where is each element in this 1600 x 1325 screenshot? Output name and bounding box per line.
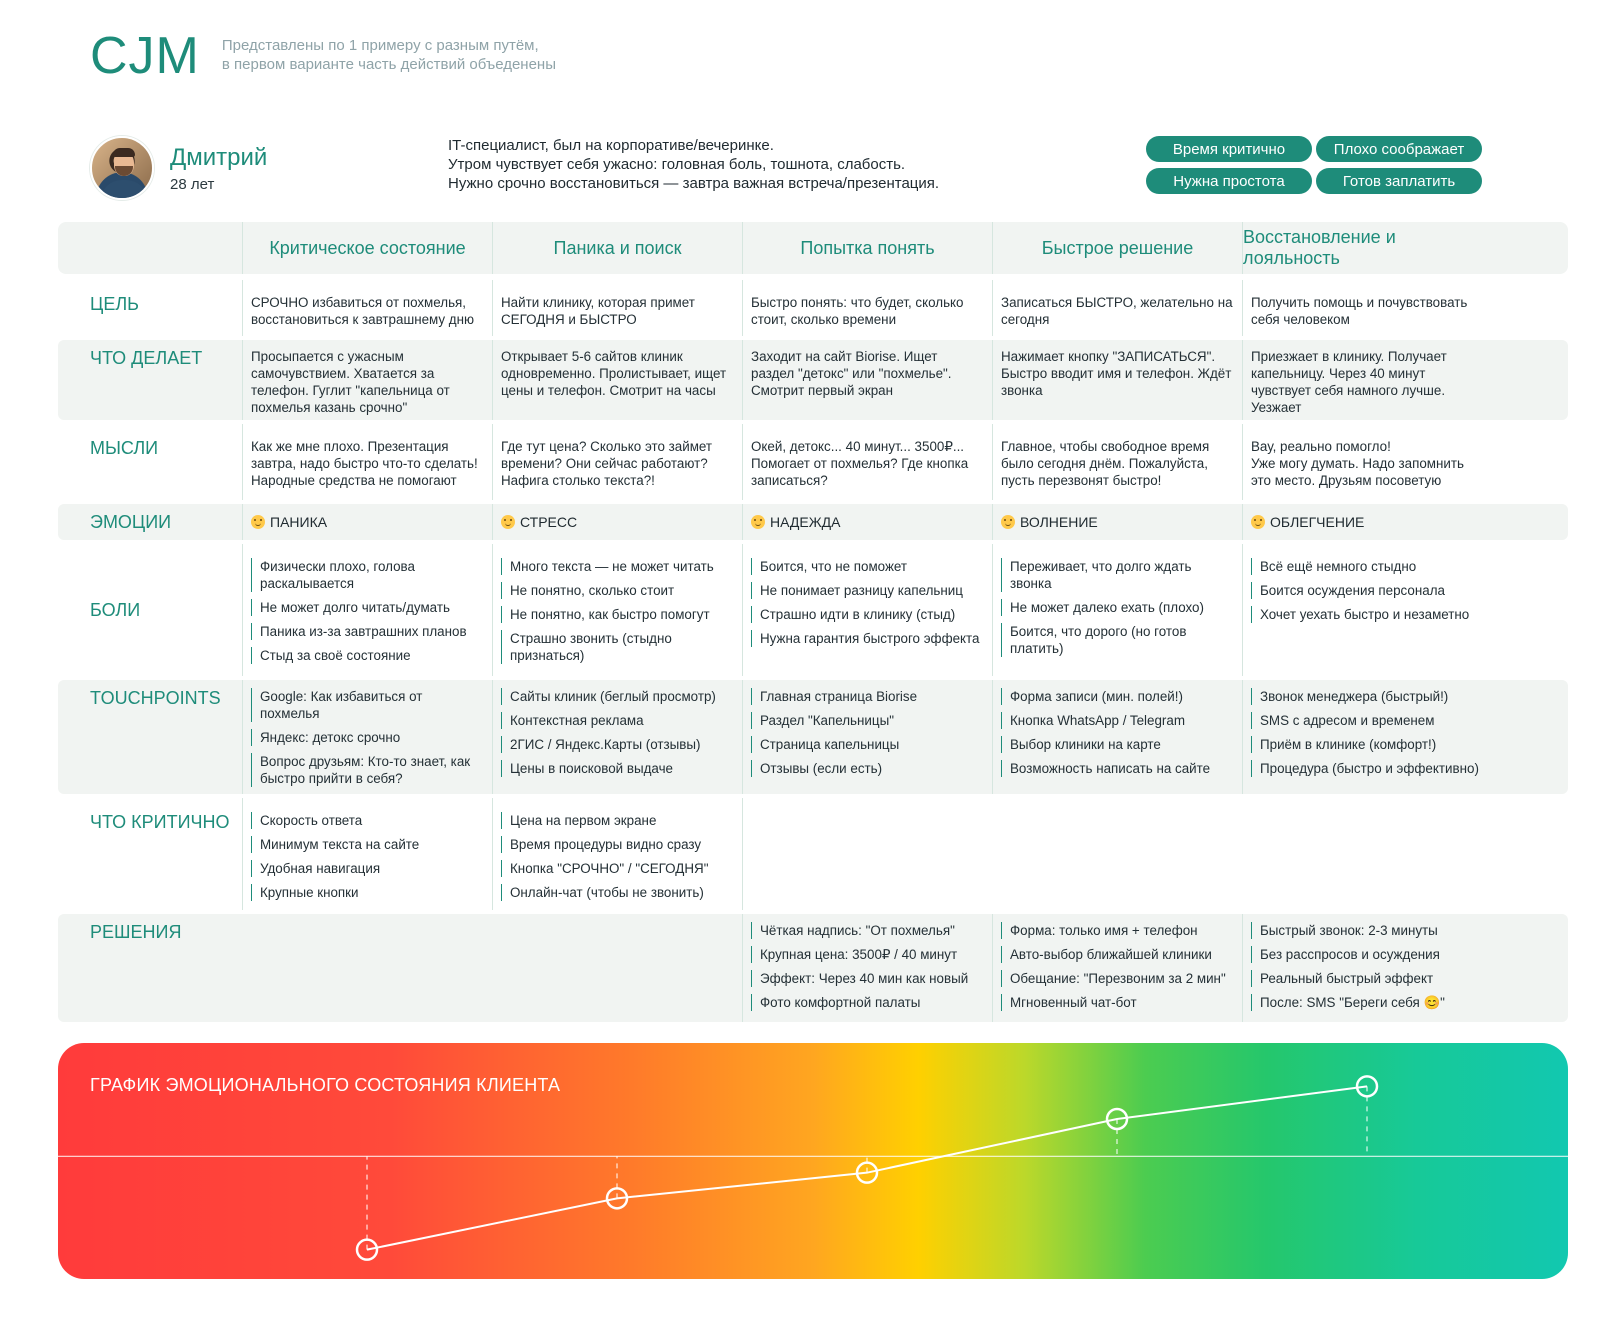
row-thoughts	[58, 424, 1568, 500]
touchpoint-item: Раздел "Капельницы"	[751, 712, 984, 729]
touchpoint-item: Форма записи (мин. полей!)	[1001, 688, 1234, 705]
thoughts-cell: Окей, детокс... 40 минут... 3500₽... Помогает от похмелья? Где кнопка записаться?	[742, 424, 992, 500]
solution-item: Без расспросов и осуждения	[1251, 946, 1484, 963]
solution-item: Реальный быстрый эффект	[1251, 970, 1484, 987]
tag-needs-simplicity: Нужна простота	[1146, 168, 1312, 194]
pain-item: Переживает, что долго ждать звонка	[1001, 558, 1234, 592]
critical-item: Кнопка "СРОЧНО" / "СЕГОДНЯ"	[501, 860, 734, 877]
stage-header: Восстановление и лояльность	[1242, 222, 1492, 274]
persona-description-line: Нужно срочно восстановиться — завтра важная встреча/презентация.	[448, 175, 940, 192]
solution-item: Фото комфортной палаты	[751, 994, 984, 1011]
solution-item: Быстрый звонок: 2-3 минуты	[1251, 922, 1484, 939]
subtitle-line: в первом варианте часть действий объеденены	[221, 56, 556, 73]
pain-item: Стыд за своё состояние	[251, 647, 484, 664]
row-label: ЭМОЦИИ	[90, 511, 172, 532]
pain-item: Хочет уехать быстро и незаметно	[1251, 606, 1484, 623]
pain-item: Не понимает разницу капельниц	[751, 582, 984, 599]
pain-item: Боится, что не поможет	[751, 558, 984, 575]
row-label: ЦЕЛЬ	[90, 294, 139, 314]
goal-cell: Быстро понять: что будет, сколько стоит, сколько времени	[742, 280, 992, 336]
row-critical	[58, 798, 1568, 910]
pain-item: Не понятно, сколько стоит	[501, 582, 734, 599]
stage-header: Попытка понять	[742, 222, 992, 274]
stages-header-corner	[58, 222, 242, 274]
stages-header	[58, 222, 1568, 274]
emotion-label: ОБЛЕГЧЕНИЕ	[1270, 513, 1365, 530]
does-cell: Приезжает в клинику. Получает капельницу. Через 40 минут чувствует себя намного лучше. Уезжает	[1242, 340, 1492, 420]
tag-time-critical: Время критично	[1146, 136, 1312, 162]
subtitle-line: Представлены по 1 примеру с разным путём,	[221, 37, 539, 54]
persona-age: 28 лет	[170, 175, 215, 193]
critical-item: Минимум текста на сайте	[251, 836, 484, 853]
persona-description-line: Утром чувствует себя ужасно: головная боль, тошнота, слабость.	[448, 156, 906, 173]
avatar	[90, 136, 154, 200]
solution-item: Эффект: Через 40 мин как новый	[751, 970, 984, 987]
pain-item: Не понятно, как быстро помогут	[501, 606, 734, 623]
page-header	[90, 28, 582, 84]
grimace-face-icon	[251, 515, 265, 529]
persona-description	[448, 136, 939, 193]
row-solutions	[58, 914, 1568, 1022]
row-label: TOUCHPOINTS	[90, 688, 221, 708]
row-label: ЧТО ДЕЛАЕТ	[90, 348, 203, 368]
persona-card	[90, 136, 267, 200]
goal-cell: СРОЧНО избавиться от похмелья, восстановиться к завтрашнему дню	[242, 280, 492, 336]
critical-item: Крупные кнопки	[251, 884, 484, 901]
page-title: CJM	[90, 27, 200, 85]
touchpoint-item: Кнопка WhatsApp / Telegram	[1001, 712, 1234, 729]
solution-item: После: SMS "Береги себя 😊"	[1251, 994, 1484, 1011]
solution-item: Авто-выбор ближайшей клиники	[1001, 946, 1234, 963]
emotion-label: СТРЕСС	[520, 513, 578, 530]
emotion-chart	[58, 1043, 1568, 1279]
tag-poor-thinking: Плохо соображает	[1316, 136, 1482, 162]
pain-item: Нужна гарантия быстрого эффекта	[751, 630, 984, 647]
goal-cell: Получить помощь и почувствовать себя человеком	[1242, 280, 1492, 336]
stage-header: Паника и поиск	[492, 222, 742, 274]
pain-item: Не может долго читать/думать	[251, 599, 484, 616]
touchpoint-item: Процедура (быстро и эффективно)	[1251, 760, 1484, 777]
pain-item: Страшно идти в клинику (стыд)	[751, 606, 984, 623]
pain-item: Всё ещё немного стыдно	[1251, 558, 1484, 575]
empty-cell	[1242, 798, 1492, 910]
pain-item: Страшно звонить (стыдно признаться)	[501, 630, 734, 664]
touchpoint-item: Приём в клинике (комфорт!)	[1251, 736, 1484, 753]
row-emotions	[58, 504, 1568, 540]
relieved-face-icon	[751, 515, 765, 529]
touchpoint-item: Сайты клиник (беглый просмотр)	[501, 688, 734, 705]
critical-item: Скорость ответа	[251, 812, 484, 829]
touchpoint-item: Контекстная реклама	[501, 712, 734, 729]
touchpoint-item: Цены в поисковой выдаче	[501, 760, 734, 777]
pain-item: Боится осуждения персонала	[1251, 582, 1484, 599]
anxious-face-icon	[501, 515, 515, 529]
touchpoint-item: Страница капельницы	[751, 736, 984, 753]
empty-cell	[492, 914, 742, 1022]
pain-item: Физически плохо, голова раскалывается	[251, 558, 484, 592]
chart-title: ГРАФИК ЭМОЦИОНАЛЬНОГО СОСТОЯНИЯ КЛИЕНТА	[90, 1075, 561, 1095]
row-label: МЫСЛИ	[90, 438, 159, 458]
touchpoint-item: Вопрос друзьям: Кто-то знает, как быстро прийти в себя?	[251, 753, 484, 787]
persona-name: Дмитрий	[170, 143, 268, 171]
solution-item: Обещание: "Перезвоним за 2 мин"	[1001, 970, 1234, 987]
page-subtitle	[222, 36, 582, 74]
row-pains	[58, 544, 1568, 676]
pain-item: Не может далеко ехать (плохо)	[1001, 599, 1234, 616]
emotion-label: ПАНИКА	[270, 513, 328, 530]
touchpoint-item: 2ГИС / Яндекс.Карты (отзывы)	[501, 736, 734, 753]
pain-item: Много текста — не может читать	[501, 558, 734, 575]
touchpoint-item: Звонок менеджера (быстрый!)	[1251, 688, 1484, 705]
critical-item: Удобная навигация	[251, 860, 484, 877]
cjm-board	[58, 222, 1568, 1026]
does-cell: Открывает 5-6 сайтов клиник одновременно. Пролистывает, ищет цены и телефон. Смотрит на часы	[492, 340, 742, 420]
solution-item: Крупная цена: 3500₽ / 40 минут	[751, 946, 984, 963]
smiling-face-icon	[1251, 515, 1265, 529]
thoughts-cell: Вау, реально помогло! Уже могу думать. Надо запомнить это место. Друзьям посоветую	[1242, 424, 1492, 500]
touchpoint-item: Яндекс: детокс срочно	[251, 729, 484, 746]
touchpoint-item: Возможность написать на сайте	[1001, 760, 1234, 777]
tag-ready-to-pay: Готов заплатить	[1316, 168, 1482, 194]
goal-cell: Записаться БЫСТРО, желательно на сегодня	[992, 280, 1242, 336]
empty-cell	[992, 798, 1242, 910]
worried-face-icon	[1001, 515, 1015, 529]
critical-item: Цена на первом экране	[501, 812, 734, 829]
solution-item: Чёткая надпись: "От похмелья"	[751, 922, 984, 939]
stage-header: Быстрое решение	[992, 222, 1242, 274]
row-does	[58, 340, 1568, 420]
does-cell: Заходит на сайт Biorise. Ищет раздел "детокс" или "похмелье". Смотрит первый экран	[742, 340, 992, 420]
empty-cell	[742, 798, 992, 910]
persona-tags	[1146, 136, 1486, 194]
solution-item: Мгновенный чат-бот	[1001, 994, 1234, 1011]
thoughts-cell: Как же мне плохо. Презентация завтра, надо быстро что-то сделать! Народные средства не помогают	[242, 424, 492, 500]
solution-item: Форма: только имя + телефон	[1001, 922, 1234, 939]
goal-cell: Найти клинику, которая примет СЕГОДНЯ и БЫСТРО	[492, 280, 742, 336]
row-label: РЕШЕНИЯ	[90, 922, 182, 942]
critical-item: Время процедуры видно сразу	[501, 836, 734, 853]
touchpoint-item: Отзывы (если есть)	[751, 760, 984, 777]
emotion-label: НАДЕЖДА	[770, 513, 841, 530]
touchpoint-item: Google: Как избавиться от похмелья	[251, 688, 484, 722]
row-label: БОЛИ	[90, 599, 141, 620]
touchpoint-item: Выбор клиники на карте	[1001, 736, 1234, 753]
row-label: ЧТО КРИТИЧНО	[90, 812, 230, 832]
emotion-label: ВОЛНЕНИЕ	[1020, 513, 1098, 530]
empty-cell	[242, 914, 492, 1022]
does-cell: Просыпается с ужасным самочувствием. Хватается за телефон. Гуглит "капельница от похмелья казань срочно"	[242, 340, 492, 420]
pain-item: Паника из-за завтрашних планов	[251, 623, 484, 640]
stage-header: Критическое состояние	[242, 222, 492, 274]
row-touchpoints	[58, 680, 1568, 794]
critical-item: Онлайн-чат (чтобы не звонить)	[501, 884, 734, 901]
thoughts-cell: Где тут цена? Сколько это займет времени? Они сейчас работают? Нафига столько текста?!	[492, 424, 742, 500]
persona-description-line: IT-специалист, был на корпоративе/вечеринке.	[448, 137, 774, 154]
touchpoint-item: Главная страница Biorise	[751, 688, 984, 705]
touchpoint-item: SMS с адресом и временем	[1251, 712, 1484, 729]
pain-item: Боится, что дорого (но готов платить)	[1001, 623, 1234, 657]
row-goal	[58, 280, 1568, 336]
does-cell: Нажимает кнопку "ЗАПИСАТЬСЯ". Быстро вводит имя и телефон. Ждёт звонка	[992, 340, 1242, 420]
thoughts-cell: Главное, чтобы свободное время было сегодня днём. Пожалуйста, пусть перезвонят быстро!	[992, 424, 1242, 500]
